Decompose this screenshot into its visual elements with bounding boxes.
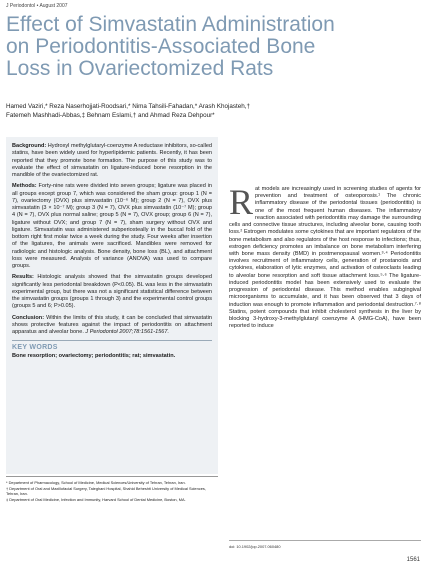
results-text: Histologic analysis showed that the simvastatin groups developed significantly less periodontal breakdown (P<0.05). BL was less in the simvastatin experimental group, but there was not a significant statistical difference between the simvastatin groups (groups 1 through 3) and the experimental control groups (groups 5 and 6; P>0.05). [12,274,213,310]
author-list [6,102,416,120]
body-paragraph [229,182,421,330]
methods-text: Forty-nine rats were divided into seven groups; ligature was placed in all groups except group 7, which was considered the sham group: group 1 (N = 7), ovariectomy (OVX) plus simvastatin (10⁻⁶ M); group 2 (N = 7), OVX plus simvastatin (3 × 10⁻⁷ M); group 3 (N = 7), OVX plus simvastatin (10⁻⁷ M); group 4 (N = 7), OVX plus normal saline; group 5 (N = 7), OVX group; group 6 (N = 7), ligature without OVX; and group 7 (N = 7), sham surgery without OVX and ligature. Simvastatin was administered subperiosteally in the buccal fold of the bottom right first molar twice a week during the study. Four weeks after insertion of the ligatures, the animals were sacrificed. Mandibles were removed for radiologic and histologic analysis. Bone density, bone loss (BL), and attachment loss were measured. Analysis of variance (ANOVA) was used to compare groups. [12,183,212,269]
authors-line-1: Hamed Vaziri,* Reza Naserhojjati-Roodsari,* Nima Tahsili-Fahadan,* Arash Khojasteh,† [6,103,251,110]
conclusion-label: Conclusion: [12,314,45,321]
abstract-background [12,143,212,179]
title-line-2: on Periodontitis-Associated Bone [6,35,316,58]
title-line-1: Effect of Simvastatin Administration [6,13,335,36]
abstract-conclusion [12,315,212,337]
footnote: * Department of Pharmacology, School of Medicine, Medical Sciences/University of Tehran, Tehran, Iran. [6,480,186,485]
article-title [6,14,416,80]
journal-header: J Periodontol • August 2007 [6,3,68,9]
citation: J Periodontol 2007;78:1561-1567. [85,329,169,335]
abstract-results [12,274,212,310]
title-line-3: Loss in Ovariectomized Rats [6,57,274,80]
authors-line-2: Fatemeh Mashhadi-Abbas,‡ Behnam Eslami,† and Ahmad Reza Dehpour* [6,112,215,119]
body-column [229,182,421,330]
conclusion-text: Within the limits of this study, it can be concluded that simvastatin shows protective features against the impact of periodontitis on attachment apparatus and alveolar bone. [12,314,212,335]
keywords: Bone resorption; ovariectomy; periodontitis; rat; simvastatin. [12,353,176,360]
background-label: Background: [12,143,47,149]
results-label: Results: [12,274,34,281]
doi: doi: 10.1902/jop.2007.060480 [229,540,421,549]
drop-cap: R [229,182,254,222]
footnote: ‡ Department of Oral Medicine, Infection and Immunity, Harvard School of Dental Medicine, Boston, MA. [6,497,186,502]
methods-label: Methods: [12,183,37,190]
body-text: at models are increasingly used in screening studies of agents for prevention and treatment of osteoporosis.¹ The chronic inflammatory disease of the periodontal tissues (periodontitis) is one of the most frequent human diseases. The inflammatory reaction associated with periodontitis may damage the surrounding cells and connective tissue structures, including alveolar bone, causing tooth loss.² Estrogen modulates some cytokines that are important regulators of the bone metabolism and also regulators of the host response to infections; thus, estrogen deficiency promotes an imbalance on bone metabolism interfering with bone mass density (BMD) in postmenopausal women.³·⁴ Periodontitis involves recruitment of inflammatory cells, generation of prostanoids and cytokines, elaboration of lytic enzymes, and activation of osteoclasts leading to alveolar bone resorption and soft tissue attachment loss.⁵·⁶ The ligature-induced periodontitis model has been extensively used to evaluate the progression of periodontal disease. This method enables subgingival microorganisms to accumulate, and it has been observed that 3 days of induction was enough to promote inflammation and periodontal destruction.⁷·⁸ Statins, potent compounds that inhibit cholesterol synthesis in the liver by blocking 3-hydroxy-3-methylglutaryl coenzyme A (HMG-CoA), have been reported to induce [229,186,421,330]
page-number: 1561 [406,557,420,563]
abstract-methods [12,183,212,270]
footnote: † Department of Oral and Maxillofacial Surgery, Taleghani Hospital, Shahid Beheshti University of Medical Sciences, Tehran, Iran. [6,486,206,496]
abstract-box [6,137,218,474]
affiliation-footnotes [6,476,218,503]
background-text: Hydroxyl methylglutaryl-coenzyme A reductase inhibitors, so-called statins, have been widely used for hyperlipidemic patients. Recently, it has been reported that they promote bone formation. The purpose of this study was to evaluate the effect of simvastatin on ligature-induced bone resorption in the mandible of the ovariectomized rat. [12,143,212,178]
keywords-heading: KEY WORDS [12,340,212,351]
